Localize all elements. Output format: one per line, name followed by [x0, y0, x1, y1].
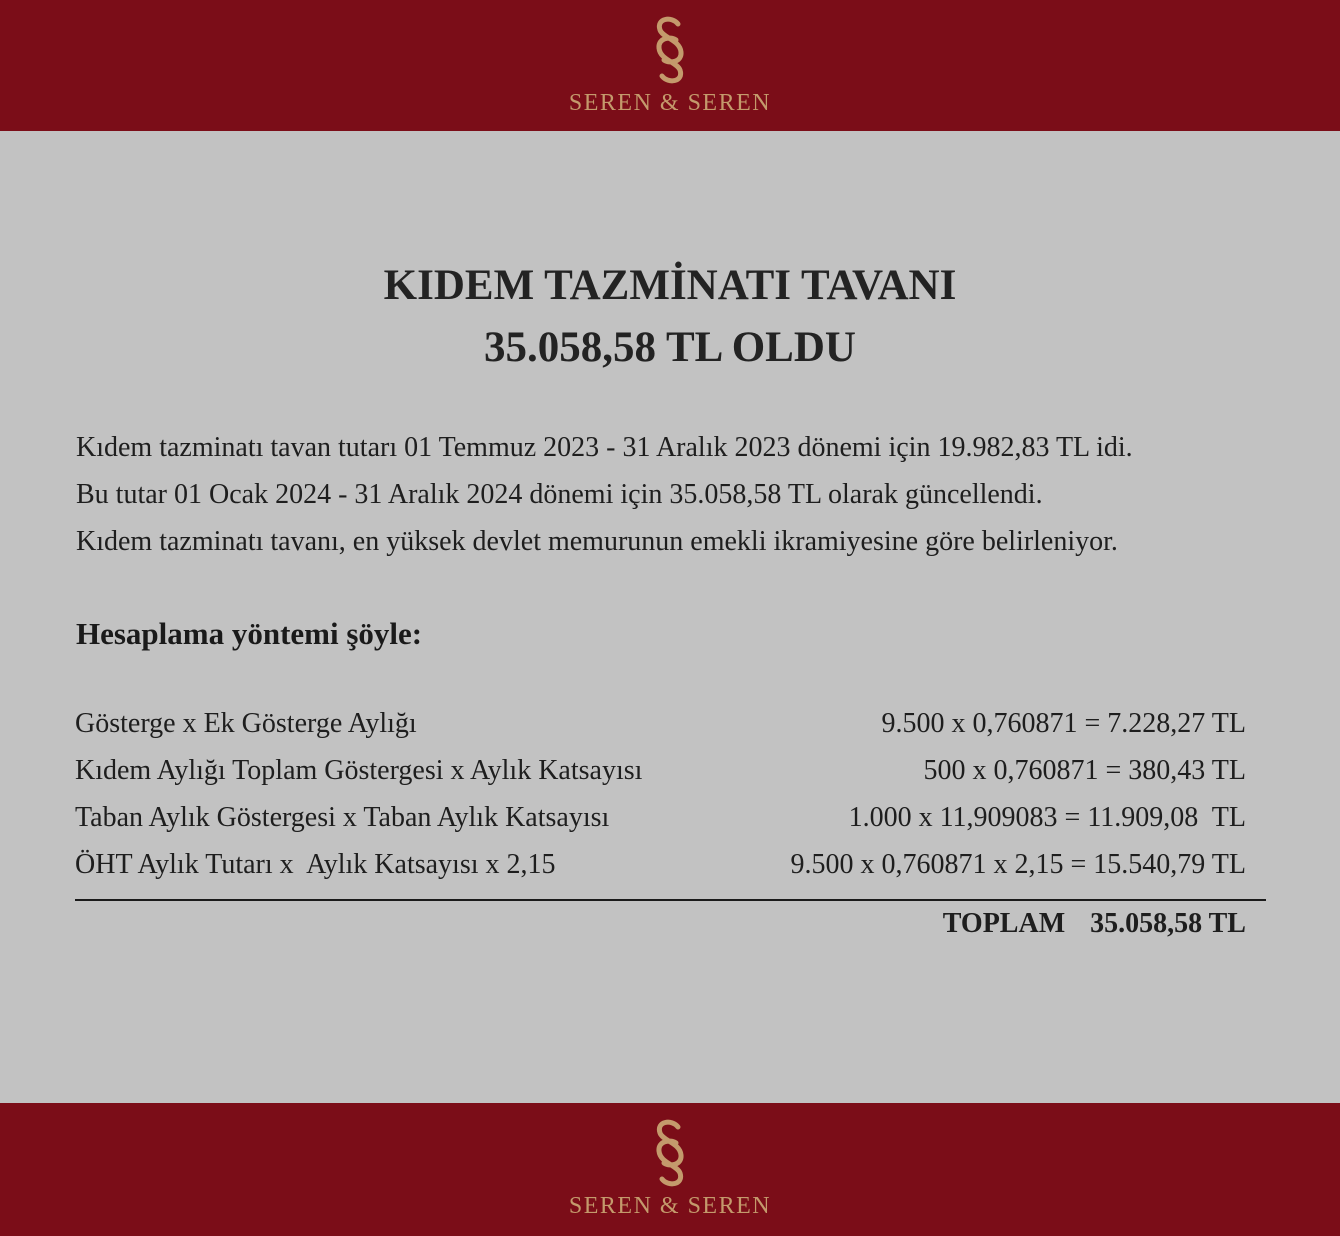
page-title [0, 255, 1340, 379]
calculation-row [75, 700, 1246, 747]
brand-name: SEREN & SEREN [568, 90, 772, 116]
brand-logo [0, 14, 1340, 116]
calculation-value: 9.500 x 0,760871 = 7.228,27 TL [881, 708, 1246, 739]
calculation-value: 500 x 0,760871 = 380,43 TL [923, 755, 1246, 786]
calculation-row [75, 794, 1246, 841]
calculation-value: 1.000 x 11,909083 = 11.909,08 TL [848, 802, 1246, 833]
title-line-2: 35.058,58 TL OLDU [484, 324, 856, 371]
total-label: TOPLAM [942, 908, 1066, 939]
calculation-label: Kıdem Aylığı Toplam Göstergesi x Aylık Katsayısı [75, 755, 643, 786]
calculation-table [75, 700, 1246, 888]
calculation-value: 9.500 x 0,760871 x 2,15 = 15.540,79 TL [790, 849, 1246, 880]
calculation-row [75, 747, 1246, 794]
footer-band [0, 1103, 1340, 1236]
intro-line: Bu tutar 01 Ocak 2024 - 31 Aralık 2024 dönemi için 35.058,58 TL olarak güncellendi. [76, 479, 1043, 510]
calculation-label: Gösterge x Ek Gösterge Aylığı [75, 708, 417, 739]
section-sign-icon [650, 14, 690, 86]
total-line [943, 904, 1246, 944]
intro-paragraph [76, 424, 1246, 565]
section-sign-icon [650, 1117, 690, 1189]
method-heading: Hesaplama yöntemi şöyle: [76, 616, 423, 651]
intro-line: Kıdem tazminatı tavanı, en yüksek devlet memurunun emekli ikramiyesine göre belirleniyor. [76, 526, 1118, 557]
title-line-1: KIDEM TAZMİNATI TAVANI [383, 262, 957, 309]
calculation-label: Taban Aylık Göstergesi x Taban Aylık Katsayısı [75, 802, 610, 833]
brand-logo [0, 1117, 1340, 1219]
calculation-row [75, 841, 1246, 888]
header-band [0, 0, 1340, 131]
calculation-label: ÖHT Aylık Tutarı x Aylık Katsayısı x 2,15 [75, 849, 556, 880]
total-divider [75, 899, 1266, 901]
intro-line: Kıdem tazminatı tavan tutarı 01 Temmuz 2023 - 31 Aralık 2023 dönemi için 19.982,83 TL idi. [76, 432, 1133, 463]
total-value: 35.058,58 TL [1090, 908, 1246, 939]
brand-name: SEREN & SEREN [568, 1193, 772, 1219]
